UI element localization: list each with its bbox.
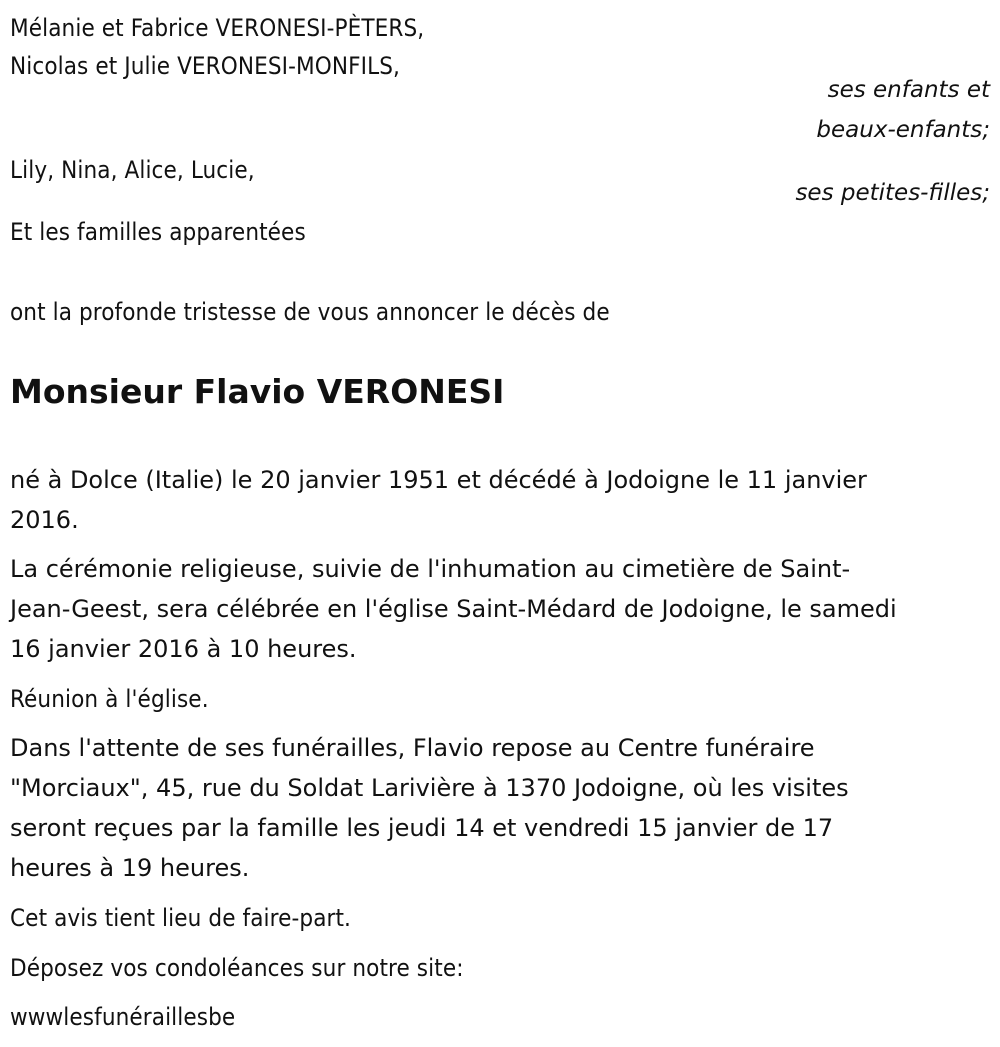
ceremony-paragraph	[10, 549, 995, 669]
role-children-line-2: beaux-enfants;	[816, 117, 990, 143]
announcement-text: ont la profonde tristesse de vous annoncer le décès de	[10, 298, 610, 326]
ceremony-line-2: Jean-Geest, sera célébrée en l'église Saint-Médard de Jodoigne, le samedi	[10, 595, 897, 623]
role-children-line-1: ses enfants et	[827, 77, 990, 103]
notice-text: Cet avis tient lieu de faire-part.	[10, 904, 352, 932]
ceremony-line-1: La cérémonie religieuse, suivie de l'inhumation au cimetière de Saint-	[10, 555, 851, 583]
condolences-prompt: Déposez vos condoléances sur notre site:	[10, 954, 464, 982]
visitation-paragraph	[10, 728, 995, 888]
role-grandchildren: ses petites-filles;	[795, 180, 990, 206]
visitation-line-4: heures à 19 heures.	[10, 854, 250, 882]
visitation-line-1: Dans l'attente de ses funérailles, Flavio repose au Centre funéraire	[10, 734, 815, 762]
relatives-line: Et les familles apparentées	[10, 218, 306, 246]
family-line-1: Mélanie et Fabrice VERONESI-PÈTERS,	[10, 14, 425, 42]
birth-death-line-2: 2016.	[10, 506, 79, 534]
family-line-2: Nicolas et Julie VERONESI-MONFILS,	[10, 52, 400, 80]
website-link[interactable]: wwwlesfunéraillesbe	[10, 1003, 236, 1031]
visitation-line-3: seront reçues par la famille les jeudi 14 et vendredi 15 janvier de 17	[10, 814, 834, 842]
birth-death-paragraph	[10, 460, 995, 540]
ceremony-line-3: 16 janvier 2016 à 10 heures.	[10, 635, 357, 663]
birth-death-line-1: né à Dolce (Italie) le 20 janvier 1951 et décédé à Jodoigne le 11 janvier	[10, 466, 867, 494]
visitation-line-2: "Morciaux", 45, rue du Soldat Larivière à 1370 Jodoigne, où les visites	[10, 774, 849, 802]
meeting-text: Réunion à l'église.	[10, 685, 209, 713]
grandchildren-names: Lily, Nina, Alice, Lucie,	[10, 156, 255, 184]
deceased-name: Monsieur Flavio VERONESI	[10, 372, 505, 411]
